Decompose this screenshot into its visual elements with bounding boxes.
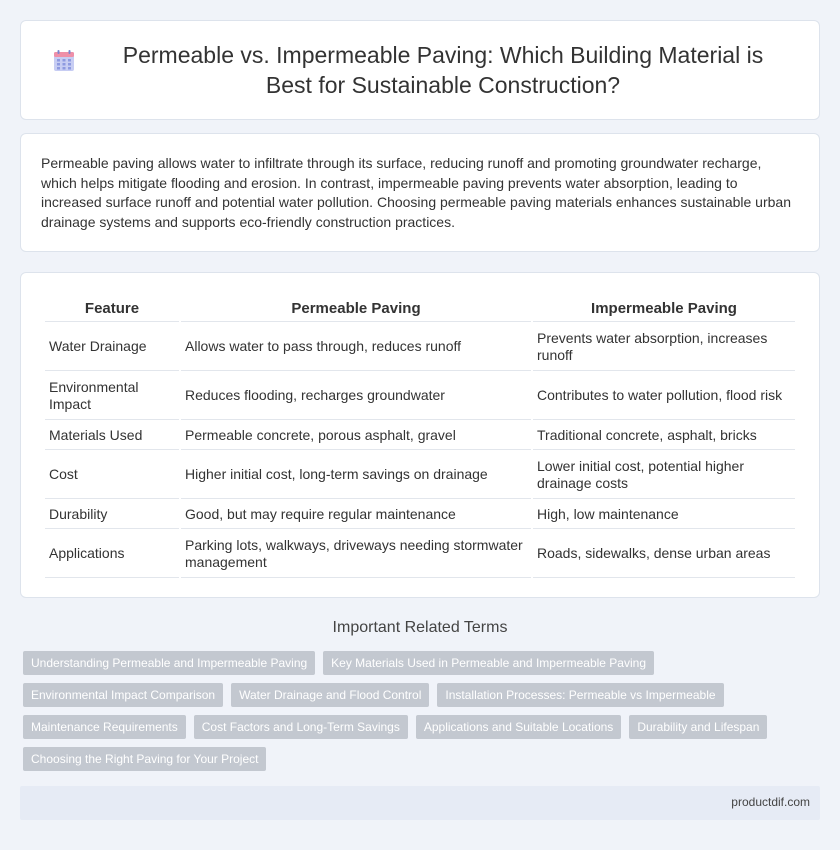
header-card xyxy=(20,20,820,120)
table-cell: Contributes to water pollution, flood risk xyxy=(533,373,795,420)
related-term-tag[interactable]: Maintenance Requirements xyxy=(23,715,186,739)
column-header-permeable: Permeable Paving xyxy=(181,295,531,322)
table-cell: High, low maintenance xyxy=(533,501,795,529)
table-row xyxy=(45,501,795,529)
column-header-feature: Feature xyxy=(45,295,179,322)
table-cell: Applications xyxy=(45,531,179,578)
related-term-tag[interactable]: Installation Processes: Permeable vs Impermeable xyxy=(437,683,723,707)
table-cell: Cost xyxy=(45,452,179,499)
title-wrap xyxy=(51,40,789,100)
related-term-tag[interactable]: Applications and Suitable Locations xyxy=(416,715,621,739)
table-row xyxy=(45,452,795,499)
table-cell: Environmental Impact xyxy=(45,373,179,420)
intro-card xyxy=(20,133,820,252)
comparison-table xyxy=(43,293,797,580)
table-cell: Roads, sidewalks, dense urban areas xyxy=(533,531,795,578)
table-cell: Reduces flooding, recharges groundwater xyxy=(181,373,531,420)
table-cell: Traditional concrete, asphalt, bricks xyxy=(533,422,795,450)
related-term-tag[interactable]: Key Materials Used in Permeable and Impermeable Paving xyxy=(323,651,654,675)
page-title: Permeable vs. Impermeable Paving: Which Building Material is Best for Sustainable Construction? xyxy=(122,42,764,98)
footer-site-link[interactable]: productdif.com xyxy=(731,795,810,809)
calendar-grid-icon xyxy=(51,48,77,74)
intro-paragraph: Permeable paving allows water to infiltrate through its surface, reducing runoff and promoting groundwater recharge, which helps mitigate flooding and erosion. In contrast, impermeable paving prevents water absorption, leading to increased surface runoff and potential water pollution. Choosing permeable paving materials enhances sustainable urban drainage systems and supports eco-friendly construction practices. xyxy=(41,155,791,230)
related-term-tag[interactable]: Water Drainage and Flood Control xyxy=(231,683,429,707)
related-term-tag[interactable]: Understanding Permeable and Impermeable Paving xyxy=(23,651,315,675)
comparison-table-card xyxy=(20,272,820,598)
table-cell: Allows water to pass through, reduces runoff xyxy=(181,324,531,371)
table-cell: Permeable concrete, porous asphalt, gravel xyxy=(181,422,531,450)
related-term-tag[interactable]: Durability and Lifespan xyxy=(629,715,767,739)
table-cell: Prevents water absorption, increases runoff xyxy=(533,324,795,371)
related-term-tag[interactable]: Environmental Impact Comparison xyxy=(23,683,223,707)
table-cell: Lower initial cost, potential higher drainage costs xyxy=(533,452,795,499)
related-terms-list xyxy=(23,651,803,771)
table-cell: Materials Used xyxy=(45,422,179,450)
footer-bar xyxy=(20,786,820,820)
table-cell: Parking lots, walkways, driveways needing stormwater management xyxy=(181,531,531,578)
related-term-tag[interactable]: Choosing the Right Paving for Your Project xyxy=(23,747,266,771)
related-terms-heading: Important Related Terms xyxy=(332,619,508,636)
table-row xyxy=(45,531,795,578)
table-row xyxy=(45,422,795,450)
table-cell: Good, but may require regular maintenance xyxy=(181,501,531,529)
table-cell: Higher initial cost, long-term savings on drainage xyxy=(181,452,531,499)
column-header-impermeable: Impermeable Paving xyxy=(533,295,795,322)
table-cell: Water Drainage xyxy=(45,324,179,371)
table-row xyxy=(45,324,795,371)
table-header-row xyxy=(45,295,795,322)
table-row xyxy=(45,373,795,420)
table-cell: Durability xyxy=(45,501,179,529)
related-term-tag[interactable]: Cost Factors and Long-Term Savings xyxy=(194,715,408,739)
